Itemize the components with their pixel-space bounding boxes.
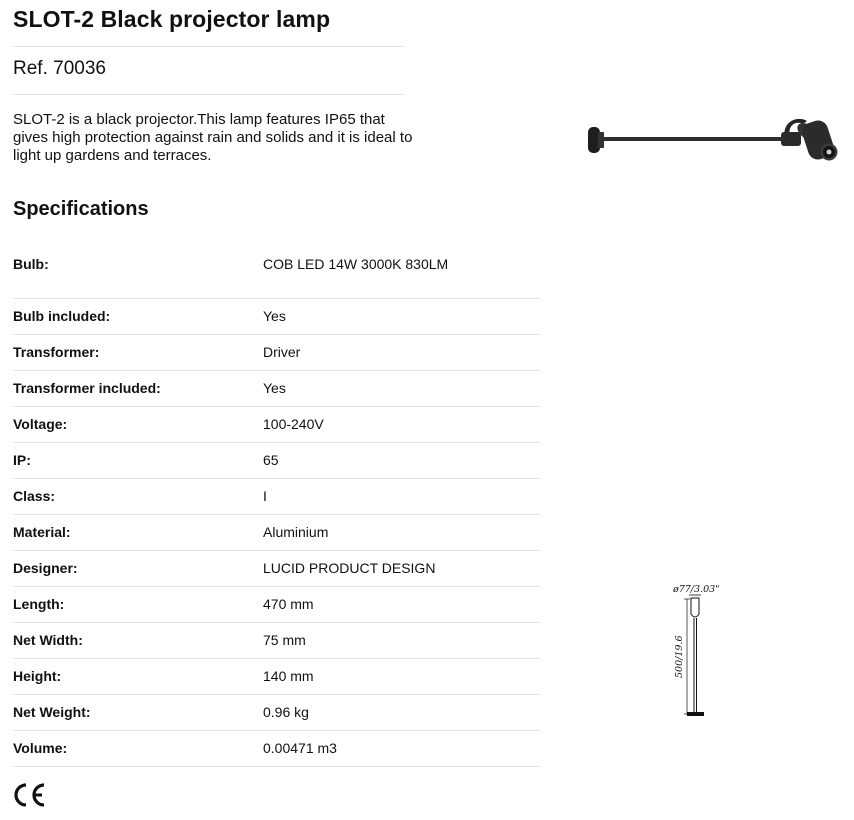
product-description: SLOT-2 is a black projector.This lamp features IP65 that gives high protection against rain and solids and it is ideal to light up gardens and terraces.: [13, 111, 413, 164]
title-divider: [13, 46, 404, 47]
specifications-table: [13, 246, 540, 767]
spec-value: 65: [263, 452, 279, 468]
spec-value: Aluminium: [263, 524, 329, 540]
spec-row-transformer: [13, 335, 540, 371]
height-label: 500/19.6: [674, 635, 685, 678]
spec-row-length: [13, 587, 540, 623]
spec-value: Yes: [263, 308, 286, 324]
spec-value: 75 mm: [263, 632, 306, 648]
lamp-head-outline: [691, 598, 699, 617]
spec-row-volume: [13, 731, 540, 767]
spec-row-ip: [13, 443, 540, 479]
product-title: SLOT-2 Black projector lamp: [13, 6, 331, 32]
spec-label: Bulb included:: [13, 308, 111, 324]
spec-row-bulb-included: [13, 299, 540, 335]
lamp-arm: [602, 137, 784, 141]
spec-row-bulb: [13, 246, 540, 299]
spec-label: Material:: [13, 524, 71, 540]
lamp-head: [781, 118, 838, 162]
spec-label: Transformer included:: [13, 380, 161, 396]
spec-row-net-weight: [13, 695, 540, 731]
spec-label: Height:: [13, 668, 62, 684]
ce-mark-icon: [11, 781, 49, 809]
spec-label: Designer:: [13, 560, 78, 576]
spec-row-height: [13, 659, 540, 695]
reference-divider: [13, 94, 404, 95]
spec-row-designer: [13, 551, 540, 587]
spec-value: I: [263, 488, 267, 504]
spec-label: Class:: [13, 488, 56, 504]
spec-value: 470 mm: [263, 596, 314, 612]
spec-label: IP:: [13, 452, 31, 468]
diameter-label: ø77/3.03": [673, 584, 720, 595]
spec-value: Driver: [263, 344, 301, 360]
specifications-heading: Specifications: [13, 198, 149, 220]
spec-row-net-width: [13, 623, 540, 659]
spec-label: Bulb:: [13, 256, 49, 272]
wall-mount-base: [588, 127, 604, 153]
product-image: [585, 112, 847, 168]
spec-value: LUCID PRODUCT DESIGN: [263, 560, 436, 576]
spec-row-transformer-included: [13, 371, 540, 407]
spec-value: COB LED 14W 3000K 830LM: [263, 256, 449, 272]
spec-row-voltage: [13, 407, 540, 443]
spec-label: Voltage:: [13, 416, 68, 432]
spec-label: Net Weight:: [13, 704, 91, 720]
spec-value: Yes: [263, 380, 286, 396]
dimension-drawing: [668, 580, 732, 720]
product-reference: Ref. 70036: [13, 58, 106, 79]
spec-value: 0.96 kg: [263, 704, 309, 720]
spec-label: Net Width:: [13, 632, 83, 648]
spec-label: Length:: [13, 596, 65, 612]
spec-row-material: [13, 515, 540, 551]
spec-label: Transformer:: [13, 344, 100, 360]
spec-value: 140 mm: [263, 668, 314, 684]
spec-value: 100-240V: [263, 416, 324, 432]
spec-label: Volume:: [13, 740, 68, 756]
spec-value: 0.00471 m3: [263, 740, 337, 756]
spec-row-class: [13, 479, 540, 515]
